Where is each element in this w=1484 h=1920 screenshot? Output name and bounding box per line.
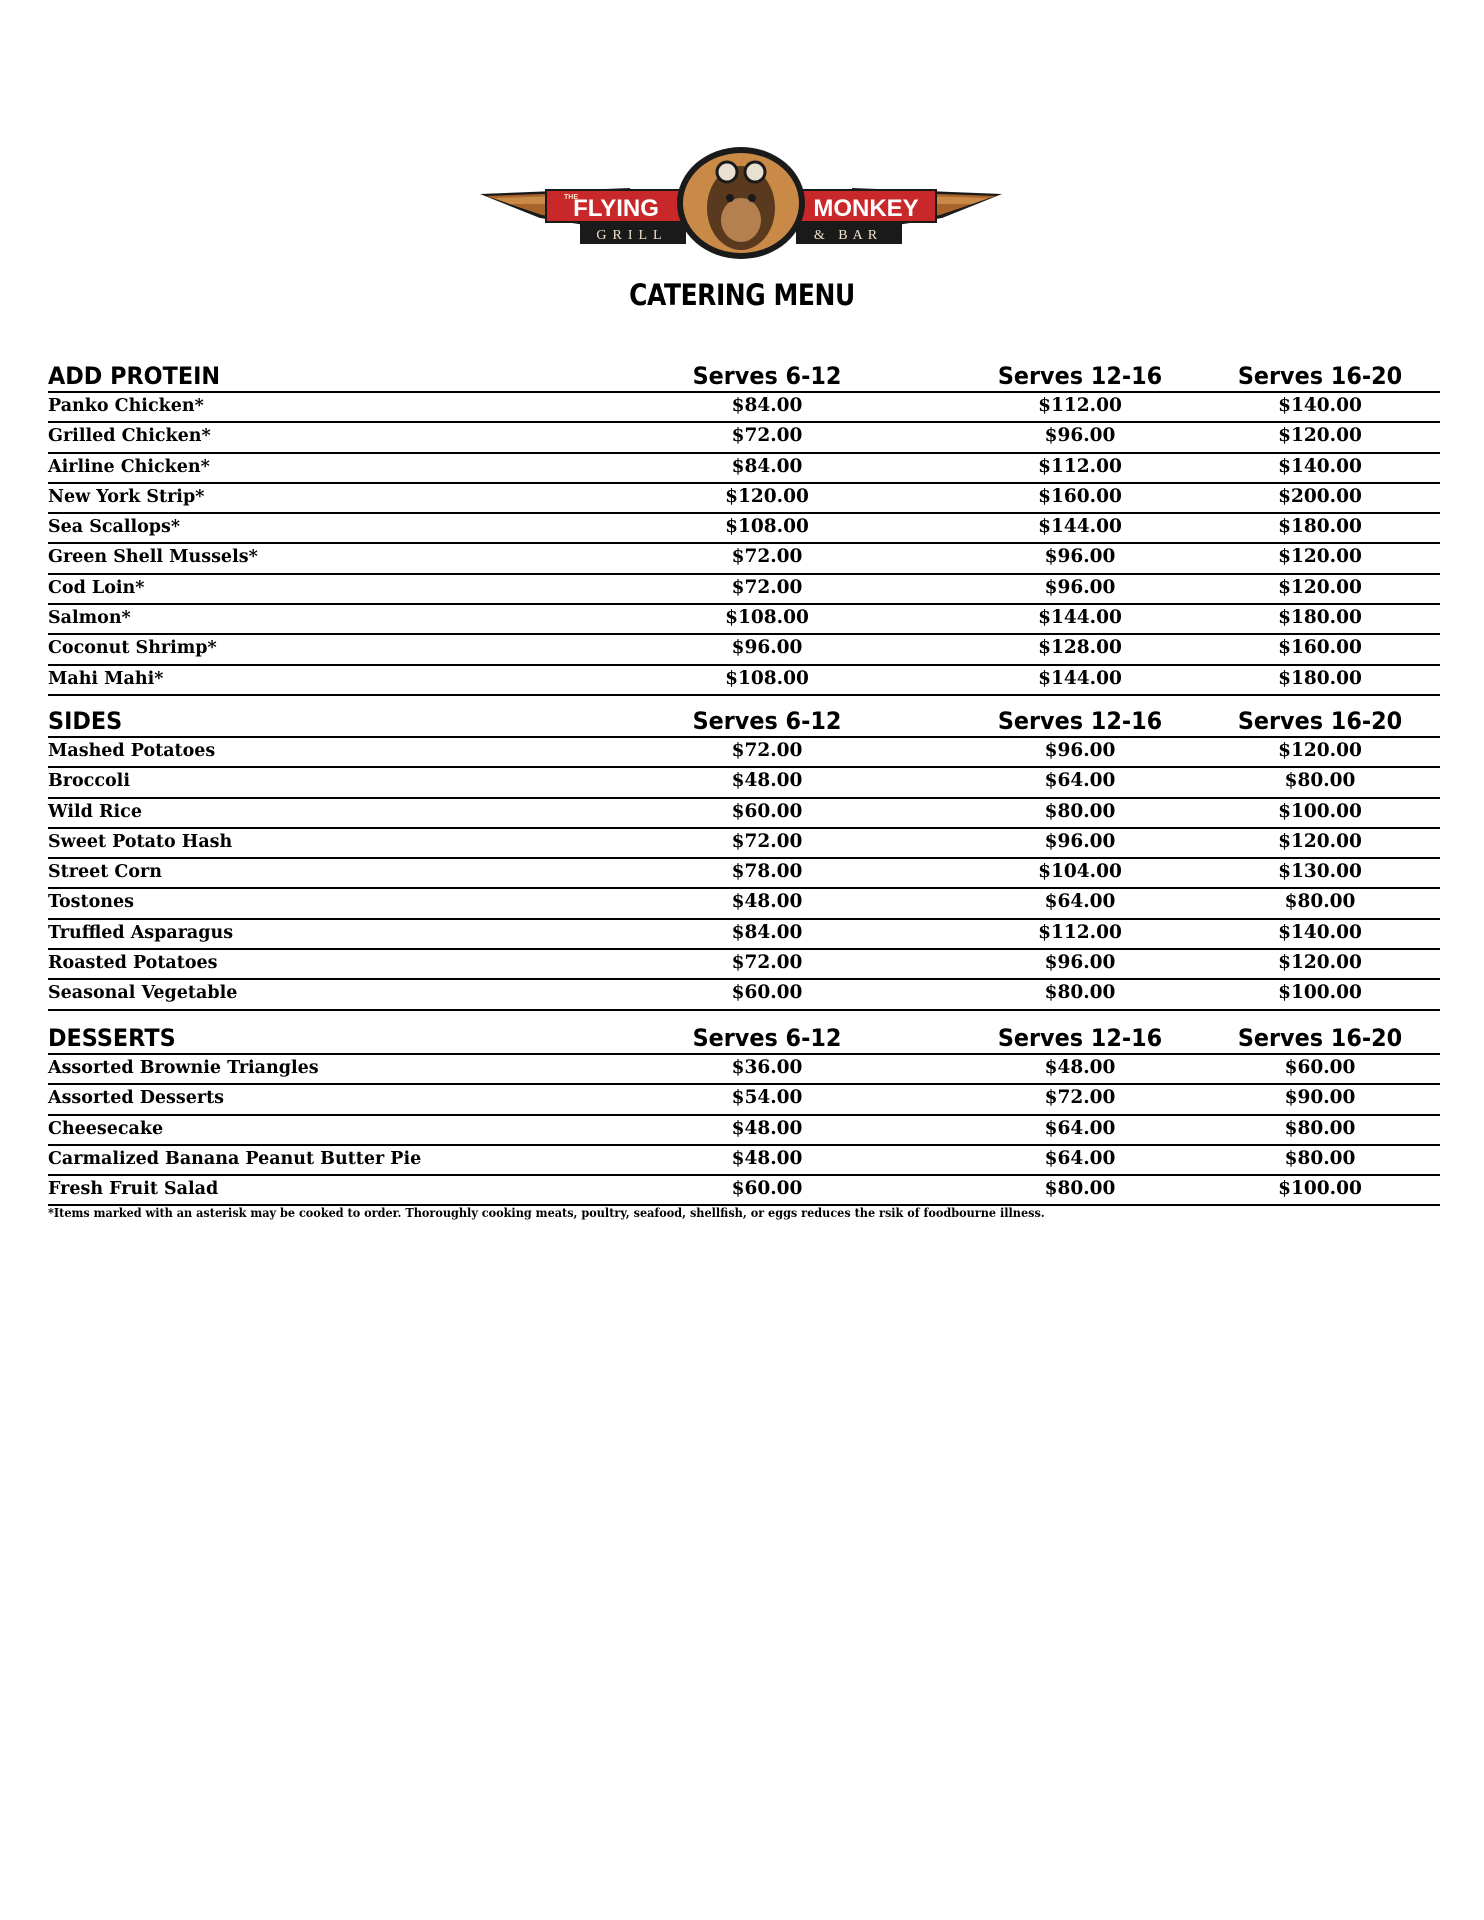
price-serves-16-20: $120.00: [1278, 830, 1362, 852]
menu-item-row: [48, 393, 1440, 423]
price-serves-16-20: $180.00: [1278, 667, 1362, 689]
price-serves-6-12: $60.00: [731, 1178, 803, 1200]
price-serves-6-12: $72.00: [731, 830, 803, 852]
price-serves-12-16: $64.00: [1044, 770, 1116, 792]
price-serves-6-12: $36.00: [731, 1057, 803, 1078]
menu-item-name: Fresh Fruit Salad: [48, 1179, 219, 1200]
price-serves-12-16: $80.00: [1044, 800, 1116, 822]
price-serves-16-20: $140.00: [1278, 921, 1362, 943]
logo-text-flying: FLYING: [573, 195, 659, 222]
menu-item-name: Assorted Brownie Triangles: [48, 1058, 319, 1078]
menu-item-row: [48, 1085, 1440, 1115]
price-serves-16-20: $140.00: [1278, 395, 1362, 416]
price-serves-12-16: $48.00: [1044, 1057, 1116, 1078]
price-serves-12-16: $96.00: [1044, 546, 1116, 568]
price-serves-6-12: $108.00: [725, 516, 809, 538]
menu-item-row: [48, 514, 1440, 544]
price-serves-16-20: $80.00: [1284, 1147, 1356, 1169]
protein-header-row: [48, 361, 1440, 393]
price-serves-6-12: $96.00: [731, 637, 803, 659]
price-serves-12-16: $144.00: [1038, 667, 1122, 689]
menu-item-row: [48, 423, 1440, 453]
price-serves-6-12: $72.00: [731, 576, 803, 598]
price-serves-12-16: $96.00: [1044, 952, 1116, 974]
column-header: Serves 6-12: [692, 707, 842, 735]
price-serves-12-16: $144.00: [1038, 516, 1122, 538]
column-header: Serves 16-20: [1237, 1024, 1403, 1052]
price-serves-16-20: $80.00: [1284, 1117, 1356, 1139]
column-header: Serves 12-16: [997, 1024, 1163, 1052]
menu-item-row: [48, 484, 1440, 514]
column-header: Serves 12-16: [997, 707, 1163, 735]
price-serves-16-20: $80.00: [1284, 770, 1356, 792]
menu-item-name: Cheesecake: [48, 1118, 164, 1139]
price-serves-6-12: $108.00: [725, 667, 809, 689]
menu-item-row: [48, 950, 1440, 980]
price-serves-12-16: $96.00: [1044, 740, 1116, 761]
menu-item-name: Truffled Asparagus: [48, 922, 234, 943]
price-serves-16-20: $120.00: [1278, 952, 1362, 974]
menu-item-row: [48, 666, 1440, 696]
logo-text-bar: & BAR: [813, 228, 883, 243]
price-serves-12-16: $96.00: [1044, 576, 1116, 598]
price-serves-16-20: $130.00: [1278, 861, 1362, 883]
menu-item-row: [48, 738, 1440, 768]
price-serves-6-12: $60.00: [731, 800, 803, 822]
price-serves-12-16: $64.00: [1044, 891, 1116, 913]
menu-item-row: [48, 1176, 1440, 1206]
menu-item-name: Assorted Desserts: [48, 1088, 225, 1109]
price-serves-6-12: $48.00: [731, 891, 803, 913]
price-serves-16-20: $200.00: [1278, 485, 1362, 507]
menu-item-name: Carmalized Banana Peanut Butter Pie: [48, 1148, 422, 1169]
price-serves-16-20: $180.00: [1278, 607, 1362, 629]
menu-item-name: Sweet Potato Hash: [48, 831, 233, 852]
menu-item-name: Salmon*: [48, 608, 131, 629]
price-serves-16-20: $120.00: [1278, 576, 1362, 598]
price-serves-6-12: $84.00: [731, 455, 803, 477]
price-serves-6-12: $48.00: [731, 1147, 803, 1169]
menu-item-row: [48, 799, 1440, 829]
menu-item-row: [48, 605, 1440, 635]
menu-item-row: [48, 889, 1440, 919]
footnote: *Items marked with an asterisk may be cooked to order. Thoroughly cooking meats, poultry, seafood, shellfish, or eggs reduces the rsik of foodbourne illness.: [48, 1205, 1045, 1220]
menu-item-row: [48, 575, 1440, 605]
menu-item-row: [48, 980, 1440, 1010]
menu-item-row: [48, 1146, 1440, 1176]
price-serves-16-20: $140.00: [1278, 455, 1362, 477]
page-title: CATERING MENU: [629, 278, 855, 312]
price-serves-6-12: $84.00: [731, 395, 803, 416]
menu-item-name: Coconut Shrimp*: [48, 638, 217, 659]
price-serves-16-20: $120.00: [1278, 425, 1362, 447]
price-serves-16-20: $100.00: [1278, 1178, 1362, 1200]
price-serves-12-16: $80.00: [1044, 1178, 1116, 1200]
price-serves-12-16: $80.00: [1044, 982, 1116, 1004]
price-serves-16-20: $60.00: [1284, 1057, 1356, 1078]
price-serves-16-20: $120.00: [1278, 740, 1362, 761]
price-serves-6-12: $48.00: [731, 770, 803, 792]
price-serves-16-20: $90.00: [1284, 1087, 1356, 1109]
menu-item-name: Street Corn: [48, 862, 162, 883]
menu-item-name: Cod Loin*: [48, 577, 145, 598]
price-serves-12-16: $112.00: [1038, 921, 1122, 943]
price-serves-16-20: $120.00: [1278, 546, 1362, 568]
menu-item-row: [48, 454, 1440, 484]
column-header: Serves 16-20: [1237, 707, 1403, 735]
sides-header-row: [48, 706, 1440, 738]
menu-item-name: New York Strip*: [48, 486, 205, 507]
menu-item-name: Airline Chicken*: [48, 456, 210, 477]
price-serves-6-12: $72.00: [731, 546, 803, 568]
desserts-section: [48, 1023, 1440, 1206]
menu-item-name: Mahi Mahi*: [48, 668, 164, 689]
menu-item-name: Mashed Potatoes: [48, 741, 216, 761]
menu-item-name: Grilled Chicken*: [48, 426, 211, 447]
sides-section: [48, 706, 1440, 1011]
menu-item-name: Sea Scallops*: [48, 517, 181, 538]
price-serves-16-20: $100.00: [1278, 982, 1362, 1004]
protein-heading: ADD PROTEIN: [48, 362, 221, 390]
menu-item-row: [48, 859, 1440, 889]
price-serves-6-12: $108.00: [725, 607, 809, 629]
price-serves-6-12: $72.00: [731, 425, 803, 447]
price-serves-12-16: $96.00: [1044, 830, 1116, 852]
column-header: Serves 6-12: [692, 362, 842, 390]
price-serves-12-16: $64.00: [1044, 1117, 1116, 1139]
protein-section: [48, 361, 1440, 696]
column-header: Serves 12-16: [997, 362, 1163, 390]
menu-item-row: [48, 1116, 1440, 1146]
menu-item-name: Seasonal Vegetable: [48, 983, 238, 1004]
price-serves-16-20: $180.00: [1278, 516, 1362, 538]
price-serves-6-12: $48.00: [731, 1117, 803, 1139]
column-header: Serves 6-12: [692, 1024, 842, 1052]
menu-item-row: [48, 829, 1440, 859]
column-header: Serves 16-20: [1237, 362, 1403, 390]
price-serves-6-12: $84.00: [731, 921, 803, 943]
menu-item-name: Tostones: [48, 892, 135, 913]
price-serves-6-12: $120.00: [725, 485, 809, 507]
price-serves-16-20: $100.00: [1278, 800, 1362, 822]
price-serves-12-16: $112.00: [1038, 395, 1122, 416]
desserts-heading: DESSERTS: [48, 1024, 176, 1052]
menu-item-name: Wild Rice: [48, 801, 142, 822]
menu-item-row: [48, 1055, 1440, 1085]
monkey-emblem: [677, 147, 805, 259]
price-serves-16-20: $160.00: [1278, 637, 1362, 659]
price-serves-16-20: $80.00: [1284, 891, 1356, 913]
menu-item-name: Roasted Potatoes: [48, 953, 218, 974]
price-serves-6-12: $78.00: [731, 861, 803, 883]
price-serves-6-12: $72.00: [731, 952, 803, 974]
price-serves-12-16: $104.00: [1038, 861, 1122, 883]
sides-heading: SIDES: [48, 707, 123, 735]
menu-item-row: [48, 920, 1440, 950]
price-serves-12-16: $72.00: [1044, 1087, 1116, 1109]
price-serves-12-16: $96.00: [1044, 425, 1116, 447]
menu-item-row: [48, 768, 1440, 798]
menu-item-name: Green Shell Mussels*: [48, 547, 258, 568]
menu-item-row: [48, 635, 1440, 665]
price-serves-6-12: $60.00: [731, 982, 803, 1004]
desserts-header-row: [48, 1023, 1440, 1055]
logo-text-the: THE: [564, 194, 578, 201]
price-serves-12-16: $128.00: [1038, 637, 1122, 659]
menu-item-name: Panko Chicken*: [48, 396, 204, 416]
price-serves-12-16: $64.00: [1044, 1147, 1116, 1169]
menu-item-name: Broccoli: [48, 771, 130, 792]
logo-text-monkey: MONKEY: [813, 195, 919, 222]
price-serves-12-16: $112.00: [1038, 455, 1122, 477]
price-serves-6-12: $54.00: [731, 1087, 803, 1109]
menu-item-row: [48, 544, 1440, 574]
restaurant-logo: [480, 146, 1002, 260]
price-serves-12-16: $144.00: [1038, 607, 1122, 629]
price-serves-6-12: $72.00: [731, 740, 803, 761]
logo-text-grill: GRILL: [596, 228, 668, 243]
price-serves-12-16: $160.00: [1038, 485, 1122, 507]
